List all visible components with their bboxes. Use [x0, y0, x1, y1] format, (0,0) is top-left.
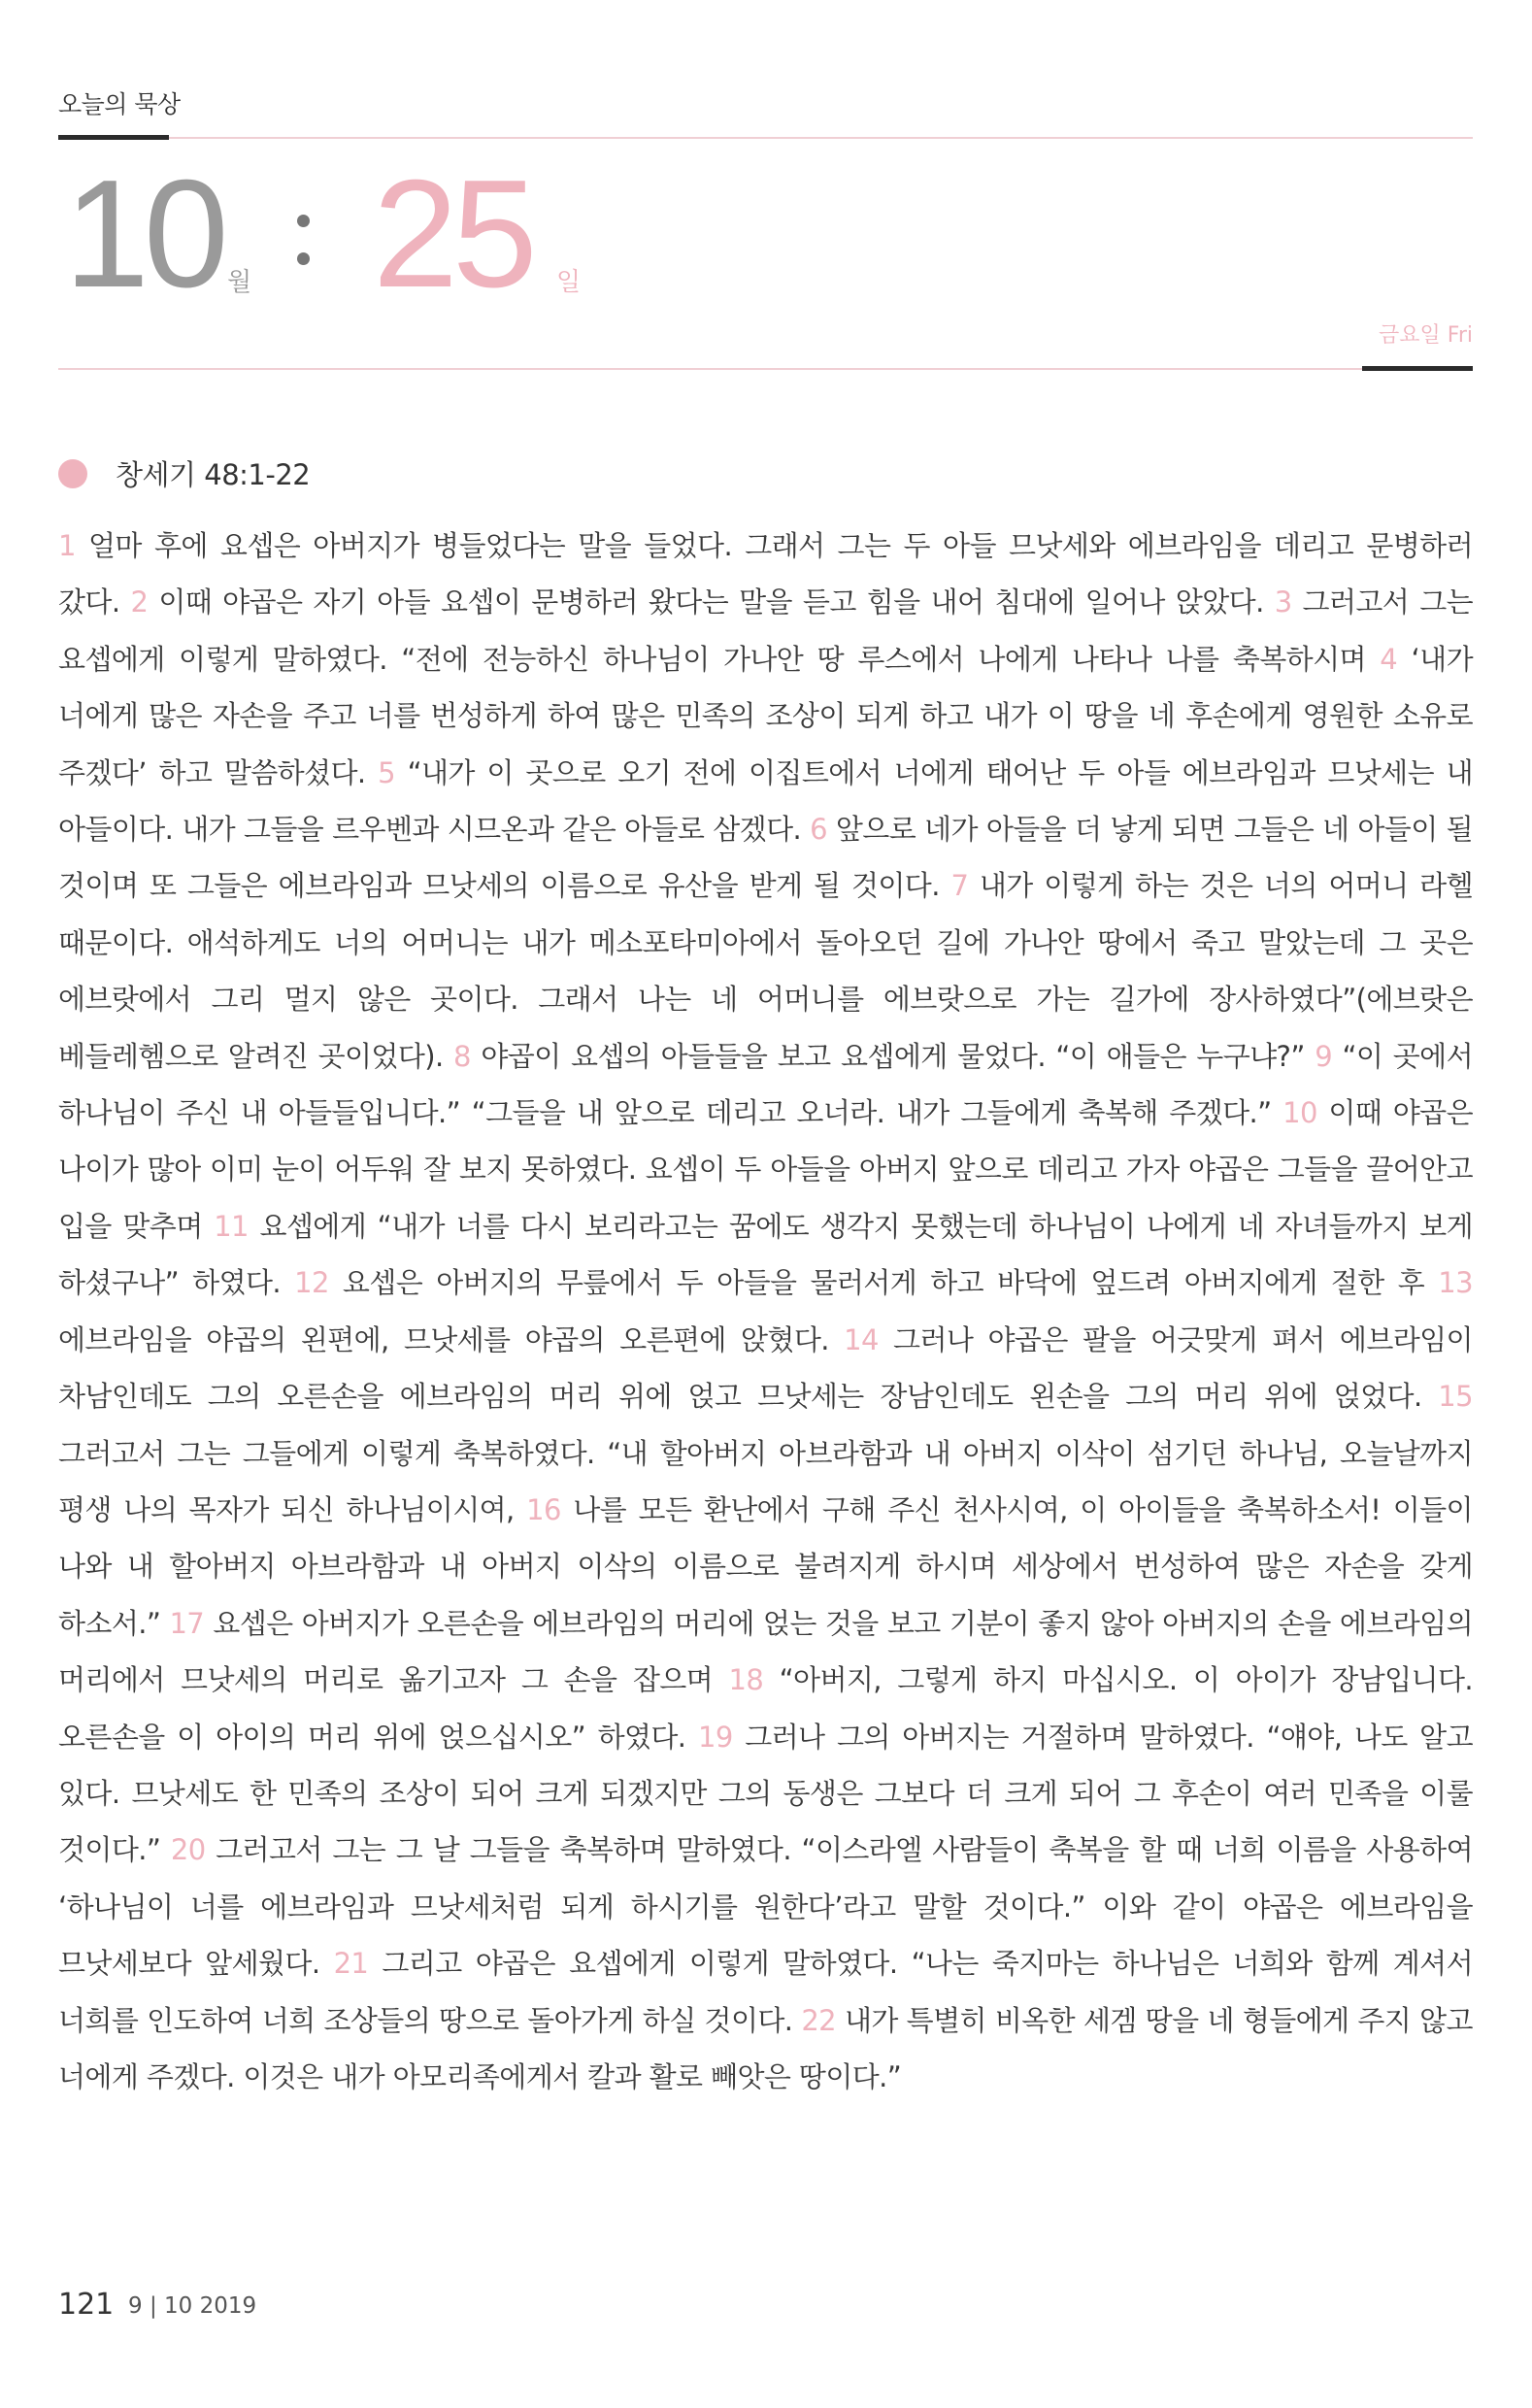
verse-text: 그러고서 그는 그 날 그들을 축복하며 말하였다. “이스라엘 사람들이 축복을 할 때 너희 이름을 사용하여 ‘하나님이 너를 에브라임과 므낫세처럼 되게 하시기를 원한다’라고 말할 것이다.” 이와 같이 야곱은 에브라임을 므낫세보다 앞세웠다.	[58, 1833, 1473, 1981]
verse-number: 9	[1315, 1039, 1333, 1073]
verse-number: 21	[333, 1947, 369, 1981]
separator-dot-bottom	[297, 252, 310, 265]
verse-number: 2	[130, 585, 149, 619]
month-unit: 월	[227, 268, 252, 297]
verse-text: ‘내가 너에게 많은 자손을 주고 너를 번성하게 하여 많은 민족의 조상이 되게 하고 내가 이 땅을 네 후손에게 영원한 소유로 주겠다’ 하고 말씀하셨다.	[58, 642, 1473, 789]
verse-text: 앞으로 네가 아들을 더 낳게 되면 그들은 네 아들이 될 것이며 또 그들은 에브라임과 므낫세의 이름으로 유산을 받게 될 것이다.	[58, 813, 1473, 903]
verse-text: 요셉에게 “내가 너를 다시 보리라고는 꿈에도 생각지 못했는데 하나님이 나에게 네 자녀들까지 보게 하셨구나” 하였다.	[58, 1209, 1474, 1300]
verse-number: 6	[810, 813, 827, 847]
day-unit: 일	[556, 268, 582, 297]
series-title: 오늘의 묵상	[58, 90, 181, 118]
passage-bullet-icon	[58, 459, 87, 488]
verse-text: “내가 이 곳으로 오기 전에 이집트에서 너에게 태어난 두 아들 에브라임과 므낫세는 내 아들이다. 내가 그들을 르우벤과 시므온과 같은 아들로 삼겠다.	[58, 755, 1473, 847]
verse-number: 17	[169, 1606, 205, 1640]
date-rule	[58, 368, 1473, 370]
verse-text: 이때 야곱은 자기 아들 요셉이 문병하러 왔다는 말을 듣고 힘을 내어 침대에 일어나 앉았다.	[158, 585, 1264, 619]
day-number: 25	[373, 149, 532, 319]
verse-number: 8	[453, 1039, 471, 1073]
verse-text: 요셉은 아버지가 오른손을 에브라임의 머리에 얹는 것을 보고 기분이 좋지 않아 아버지의 손을 에브라임의 머리에서 므낫세의 머리로 옮기고자 그 손을 잡으며	[58, 1606, 1474, 1697]
verse-text: 나를 모든 환난에서 구해 주신 천사시여, 이 아이들을 축복하소서! 이들이 나와 내 할아버지 아브라함과 내 아버지 이삭의 이름으로 불려지게 하시며 세상에서 번성하여 많은 자손을 갖게 하소서.”	[58, 1492, 1473, 1640]
scripture-text	[58, 518, 1473, 2105]
verse-text: 얼마 후에 요셉은 아버지가 병들었다는 말을 들었다. 그래서 그는 두 아들 므낫세와 에브라임을 데리고 문병하러 갔다.	[58, 529, 1474, 619]
verse-text: 이때 야곱은 나이가 많아 이미 눈이 어두워 잘 보지 못하였다. 요셉이 두 아들을 아버지 앞으로 데리고 가자 야곱은 그들을 끌어안고 입을 맞추며	[58, 1096, 1473, 1243]
verse-number: 10	[1282, 1096, 1317, 1130]
verse-number: 18	[728, 1663, 764, 1697]
verse-text: 내가 이렇게 하는 것은 너의 어머니 라헬 때문이다. 애석하게도 너의 어머니는 내가 메소포타미아에서 돌아오던 길에 가나안 땅에서 죽고 말았는데 그 곳은 에브랏에서 그리 멀지 않은 곳이다. 그래서 나는 네 어머니를 에브랏으로 가는 길가에 장사하였다”(에브랏은 베들레헴으로 알려진 곳이었다).	[58, 869, 1473, 1073]
verse-text: 내가 특별히 비옥한 세겜 땅을 네 형들에게 주지 않고 너에게 주겠다. 이것은 내가 아모리족에게서 칼과 활로 빼앗은 땅이다.”	[58, 2003, 1473, 2093]
verse-number: 20	[170, 1833, 206, 1867]
verse-text: 그리고 야곱은 요셉에게 이렇게 말하였다. “나는 죽지마는 하나님은 너희와 함께 계셔서 너희를 인도하여 너희 조상들의 땅으로 돌아가게 하실 것이다.	[58, 1947, 1473, 2037]
verse-text: 에브라임을 야곱의 왼편에, 므낫세를 야곱의 오른편에 앉혔다.	[58, 1322, 829, 1356]
header-rule-accent	[58, 135, 169, 140]
verse-number: 13	[1438, 1266, 1473, 1300]
verse-text: “이 곳에서 하나님이 주신 내 아들들입니다.” “그들을 내 앞으로 데리고 오너라. 내가 그들에게 축복해 주겠다.”	[58, 1039, 1474, 1130]
verse-number: 14	[844, 1322, 879, 1356]
verse-number: 4	[1380, 642, 1398, 676]
separator-dot-top	[297, 215, 310, 227]
verse-text: “아버지, 그렇게 하지 마십시오. 이 아이가 장남입니다. 오른손을 이 아이의 머리 위에 얹으십시오” 하였다.	[58, 1663, 1474, 1754]
verse-text: 그러고서 그는 요셉에게 이렇게 말하였다. “전에 전능하신 하나님이 가나안 땅 루스에서 나에게 나타나 나를 축복하시며	[58, 585, 1474, 676]
passage-reference: 창세기 48:1-22	[116, 458, 311, 491]
date-rule-accent	[1362, 366, 1473, 371]
verse-number: 12	[294, 1266, 329, 1300]
verse-number: 3	[1274, 585, 1292, 619]
verse-number: 5	[378, 755, 395, 789]
verse-text: 그러나 그의 아버지는 거절하며 말하였다. “얘야, 나도 알고 있다. 므낫세도 한 민족의 조상이 되어 크게 되겠지만 그의 동생은 그보다 더 크게 되어 그 후손이 여러 민족을 이룰 것이다.”	[58, 1720, 1474, 1867]
verse-number: 15	[1438, 1380, 1473, 1414]
verse-number: 11	[214, 1209, 249, 1243]
verse-number: 22	[801, 2003, 837, 2037]
verse-number: 7	[950, 869, 969, 903]
weekday-label: 금요일 Fri	[1379, 323, 1473, 348]
issue-date: 9 | 10 2019	[128, 2293, 257, 2319]
verse-text: 그러고서 그는 그들에게 이렇게 축복하였다. “내 할아버지 아브라함과 내 아버지 이삭이 섬기던 하나님, 오늘날까지 평생 나의 목자가 되신 하나님이시여,	[58, 1436, 1473, 1526]
verse-number: 1	[58, 529, 76, 562]
month-number: 10	[64, 149, 223, 319]
verse-text: 야곱이 요셉의 아들들을 보고 요셉에게 물었다. “이 애들은 누구냐?”	[481, 1039, 1305, 1073]
header-rule	[58, 137, 1473, 139]
page-number: 121	[58, 2288, 115, 2322]
verse-number: 19	[697, 1720, 733, 1754]
verse-text: 그러나 야곱은 팔을 어긋맞게 펴서 에브라임이 차남인데도 그의 오른손을 에브라임의 머리 위에 얹고 므낫세는 장남인데도 왼손을 그의 머리 위에 얹었다.	[58, 1322, 1473, 1414]
verse-number: 16	[526, 1492, 561, 1526]
verse-text: 요셉은 아버지의 무릎에서 두 아들을 물러서게 하고 바닥에 엎드려 아버지에게 절한 후	[342, 1266, 1425, 1300]
